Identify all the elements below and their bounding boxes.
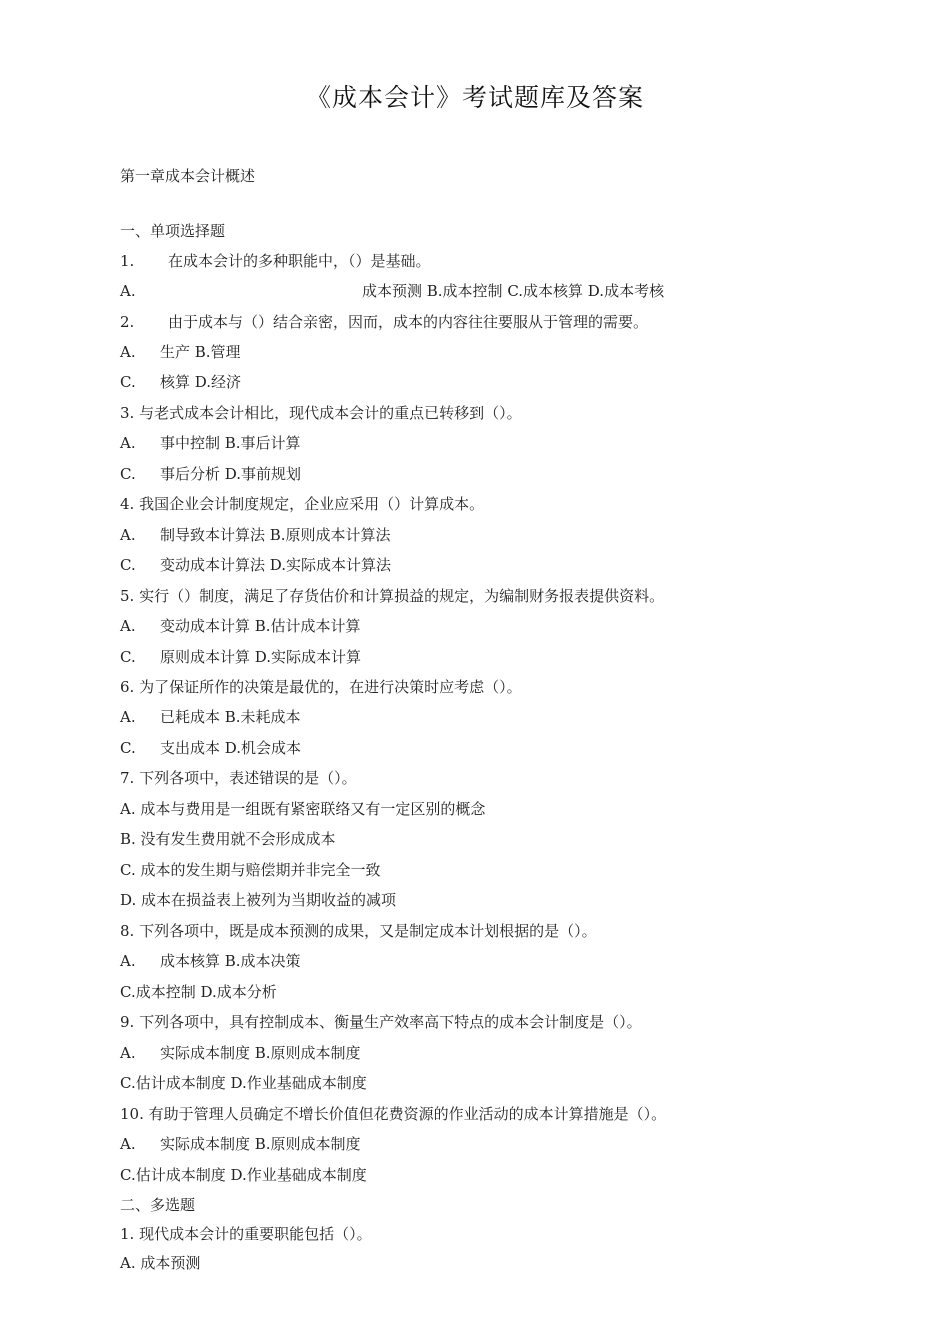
option-label: A. — [120, 526, 136, 544]
question-1-options — [120, 281, 664, 301]
question-5-option-a — [120, 616, 361, 636]
option-label: A. — [120, 434, 136, 452]
question-9: 9. 下列各项中，具有控制成本、衡量生产效率高下特点的成本会计制度是（）。 — [120, 1013, 642, 1031]
question-3-option-a — [120, 433, 301, 453]
chapter-heading: 第一章成本会计概述 — [120, 167, 256, 185]
multi-question-1-option-a: A. 成本预测 — [120, 1254, 201, 1272]
question-8: 8. 下列各项中，既是成本预测的成果，又是制定成本计划根据的是（）。 — [120, 922, 597, 940]
option-text: 成本预测 B.成本控制 C.成本核算 D.成本考核 — [362, 282, 665, 300]
question-text: 由于成本与（）结合亲密，因而，成本的内容往往要服从于管理的需要。 — [168, 313, 649, 331]
question-9-option-a — [120, 1043, 361, 1063]
question-7-option-a: A. 成本与费用是一组既有紧密联络又有一定区别的概念 — [120, 800, 486, 818]
option-text: 事中控制 B.事后计算 — [160, 434, 301, 452]
option-text: 支出成本 D.机会成本 — [160, 739, 302, 757]
option-text: 事后分析 D.事前规划 — [160, 465, 302, 483]
question-6-option-a — [120, 707, 301, 727]
option-label: C. — [120, 556, 136, 574]
question-text: 在成本会计的多种职能中，（）是基础。 — [168, 252, 431, 270]
section-single-choice: 一、单项选择题 — [120, 222, 226, 240]
question-9-option-c: C.估计成本制度 D.作业基础成本制度 — [120, 1074, 367, 1092]
option-label: C. — [120, 465, 136, 483]
question-number: 1. — [120, 252, 135, 270]
question-8-option-a — [120, 951, 301, 971]
option-label: A. — [120, 617, 136, 635]
question-2-option-a — [120, 342, 241, 362]
question-4: 4. 我国企业会计制度规定，企业应采用（）计算成本。 — [120, 495, 485, 513]
question-6: 6. 为了保证所作的决策是最优的，在进行决策时应考虑（）。 — [120, 678, 522, 696]
question-3: 3. 与老式成本会计相比，现代成本会计的重点已转移到（）。 — [120, 404, 522, 422]
option-label: A. — [120, 343, 136, 361]
question-8-option-c: C.成本控制 D.成本分析 — [120, 983, 277, 1001]
option-label: A. — [120, 952, 136, 970]
option-text: 实际成本制度 B.原则成本制度 — [160, 1044, 361, 1062]
option-text: 变动成本计算法 D.实际成本计算法 — [160, 556, 392, 574]
question-7-option-c: C. 成本的发生期与赔偿期并非完全一致 — [120, 861, 381, 879]
option-label: A. — [120, 1135, 136, 1153]
option-text: 成本核算 B.成本决策 — [160, 952, 301, 970]
option-text: 实际成本制度 B.原则成本制度 — [160, 1135, 361, 1153]
question-10-option-a — [120, 1134, 361, 1154]
option-label: C. — [120, 739, 136, 757]
option-label: C. — [120, 648, 136, 666]
option-text: 制导致本计算法 B.原则成本计算法 — [160, 526, 391, 544]
section-multiple-choice: 二、多选题 — [120, 1196, 196, 1214]
multi-question-1: 1. 现代成本会计的重要职能包括（）。 — [120, 1225, 372, 1243]
option-text: 生产 B.管理 — [160, 343, 241, 361]
option-label: C. — [120, 373, 136, 391]
question-7-option-d: D. 成本在损益表上被列为当期收益的减项 — [120, 891, 397, 909]
question-1 — [120, 251, 431, 271]
option-text: 已耗成本 B.未耗成本 — [160, 708, 301, 726]
question-number: 2. — [120, 313, 135, 331]
question-10: 10. 有助于管理人员确定不增长价值但花费资源的作业活动的成本计算措施是（）。 — [120, 1105, 667, 1123]
option-text: 原则成本计算 D.实际成本计算 — [160, 648, 362, 666]
option-label: A. — [120, 708, 136, 726]
question-5: 5. 实行（）制度，满足了存货估价和计算损益的规定，为编制财务报表提供资料。 — [120, 587, 665, 605]
question-10-option-c: C.估计成本制度 D.作业基础成本制度 — [120, 1166, 367, 1184]
question-6-option-c — [120, 738, 301, 758]
question-2-option-c — [120, 372, 241, 392]
question-7-option-b: B. 没有发生费用就不会形成成本 — [120, 830, 336, 848]
option-text: 变动成本计算 B.估计成本计算 — [160, 617, 361, 635]
question-7: 7. 下列各项中，表述错误的是（）。 — [120, 769, 357, 787]
question-4-option-c — [120, 555, 391, 575]
question-2 — [120, 312, 648, 332]
option-text: 核算 D.经济 — [160, 373, 242, 391]
document-title: 《成本会计》考试题库及答案 — [305, 83, 644, 112]
question-4-option-a — [120, 525, 391, 545]
option-label: A. — [120, 1044, 136, 1062]
option-label: A. — [120, 282, 136, 300]
question-5-option-c — [120, 647, 361, 667]
question-3-option-c — [120, 464, 301, 484]
